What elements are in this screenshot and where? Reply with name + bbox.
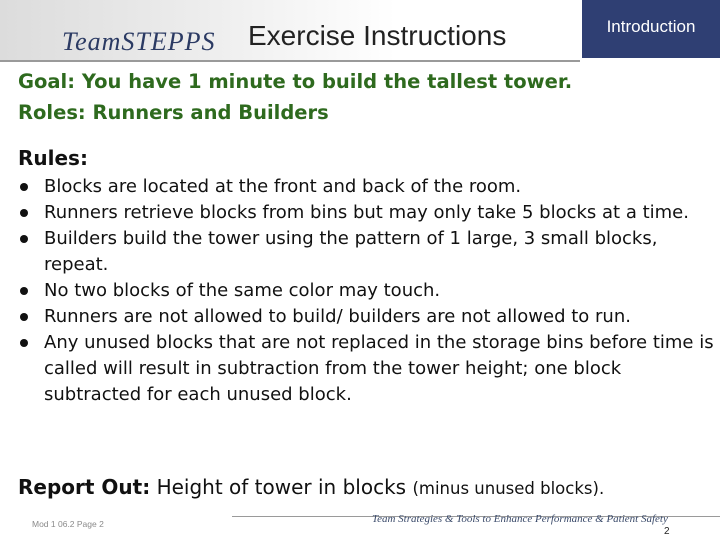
bullet-icon [20,339,28,347]
goal-text: Goal: You have 1 minute to build the tallest tower. [18,70,573,93]
rule-item [18,174,714,200]
rule-item [18,200,714,226]
bullet-icon [20,287,28,295]
header-divider [0,60,580,62]
rule-text: Blocks are located at the front and back of the room. [44,176,522,197]
rule-item [18,330,714,408]
rules-heading: Rules: [18,146,88,170]
footer-tagline: Team Strategies & Tools to Enhance Performance & Patient Safety [372,513,668,525]
report-out-note: (minus unused blocks). [412,479,605,498]
rule-text: Runners are not allowed to build/ builders are not allowed to run. [44,306,631,327]
roles-text: Roles: Runners and Builders [18,101,329,124]
rule-item [18,278,714,304]
bullet-icon [20,183,28,191]
rule-text: Any unused blocks that are not replaced in the storage bins before time is called will result in subtraction from the tower height; one block subtracted for each unused block. [44,332,714,405]
bullet-icon [20,313,28,321]
rule-text: Builders build the tower using the pattern of 1 large, 3 small blocks, repeat. [44,228,658,275]
bullet-icon [20,235,28,243]
section-tab-introduction: Introduction [582,0,720,58]
teamstepps-logo: TeamSTEPPS [62,27,216,56]
report-out [18,475,604,499]
rules-list [18,174,714,408]
rule-text: Runners retrieve blocks from bins but may only take 5 blocks at a time. [44,202,689,223]
bullet-icon [20,209,28,217]
rule-item [18,226,714,278]
slide-title: Exercise Instructions [248,20,507,51]
report-out-text: Height of tower in blocks [150,475,413,499]
report-out-label: Report Out: [18,475,151,499]
page-number: 2 [664,526,670,537]
footer-module-page: Mod 1 06.2 Page 2 [32,519,104,529]
rule-item [18,304,714,330]
rule-text: No two blocks of the same color may touch. [44,280,441,301]
